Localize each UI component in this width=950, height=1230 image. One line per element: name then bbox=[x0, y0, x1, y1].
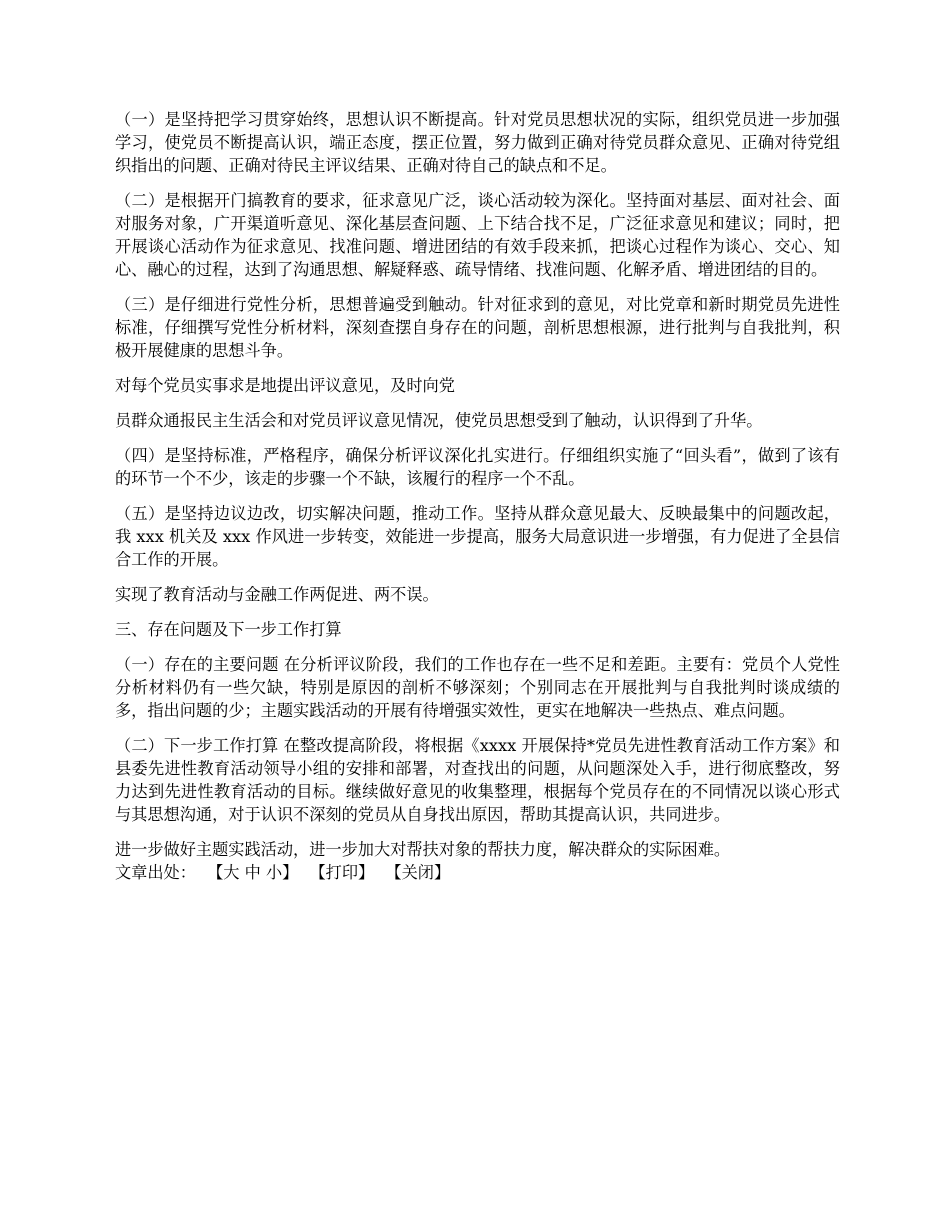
paragraph-4: 对每个党员实事求是地提出评议意见，及时向党 bbox=[115, 376, 455, 395]
article-footer bbox=[115, 861, 840, 884]
source-label: 文章出处： bbox=[115, 863, 196, 882]
paragraph-9: （一）存在的主要问题 在分析评议阶段，我们的工作也存在一些不足和差距。主要有：党员个人党性分析材料仍有一些欠缺，特别是原因的剖析不够深刻；个别同志在开展批判与自我批判时谈成绩的多，指出问题的少；主题实践活动的开展有待增强实效性，更实在地解决一些热点、难点问题。 bbox=[115, 655, 840, 720]
paragraph-3: （三）是仔细进行党性分析，思想普遍受到触动。针对征求到的意见，对比党章和新时期党员先进性标准，仔细撰写党性分析材料，深刻查摆自身存在的问题，剖析思想根源，进行批判与自我批判，积极开展健康的思想斗争。 bbox=[115, 295, 840, 360]
paragraph-10: （二）下一步工作打算 在整改提高阶段，将根据《xxxx 开展保持*党员先进性教育活动工作方案》和县委先进性教育活动领导小组的安排和部署，对查找出的问题，从问题深处入手，进行彻底整改，努力达到先进性教育活动的目标。继续做好意见的收集整理，根据每个党员存在的不同情况以谈心形式与其思想沟通，对于认识不深刻的党员从自身找出原因，帮助其提高认识，共同进步。 bbox=[115, 736, 840, 824]
print-link[interactable]: 【打印】 bbox=[309, 863, 375, 882]
paragraph-5: 员群众通报民主生活会和对党员评议意见情况，使党员思想受到了触动，认识得到了升华。 bbox=[115, 411, 763, 430]
close-link[interactable]: 【关闭】 bbox=[385, 863, 451, 882]
paragraph-11: 进一步做好主题实践活动，进一步加大对帮扶对象的帮扶力度，解决群众的实际困难。 bbox=[115, 840, 731, 859]
paragraph-7: （五）是坚持边议边改，切实解决问题，推动工作。坚持从群众意见最大、反映最集中的问题改起，我 xxx 机关及 xxx 作风进一步转变，效能进一步提高，服务大局意识进一步增强，有力促进了全县信合工作的开展。 bbox=[115, 504, 840, 569]
paragraph-1: （一）是坚持把学习贯穿始终，思想认识不断提高。针对党员思想状况的实际，组织党员进一步加强学习，使党员不断提高认识，端正态度，摆正位置，努力做到正确对待党员群众意见、正确对待党组织指出的问题、正确对待民主评议结果、正确对待自己的缺点和不足。 bbox=[115, 110, 840, 175]
paragraph-2: （二）是根据开门搞教育的要求，征求意见广泛，谈心活动较为深化。坚持面对基层、面对社会、面对服务对象，广开渠道听意见、深化基层查问题、上下结合找不足，广泛征求意见和建议；同时，把开展谈心活动作为征求意见、找准问题、增进团结的有效手段来抓，把谈心过程作为谈心、交心、知心、融心的过程，达到了沟通思想、解疑释惑、疏导情绪、找准问题、化解矛盾、增进团结的目的。 bbox=[115, 191, 840, 279]
font-size-link[interactable]: 【大 中 小】 bbox=[207, 863, 299, 882]
paragraph-6: （四）是坚持标准，严格程序，确保分析评议深化扎实进行。仔细组织实施了“回头看”，做到了该有的环节一个不少，该走的步骤一个不缺，该履行的程序一个不乱。 bbox=[115, 446, 840, 488]
paragraph-8: 实现了教育活动与金融工作两促进、两不误。 bbox=[115, 585, 439, 604]
document-body bbox=[115, 108, 840, 884]
section-heading: 三、存在问题及下一步工作打算 bbox=[115, 620, 342, 639]
